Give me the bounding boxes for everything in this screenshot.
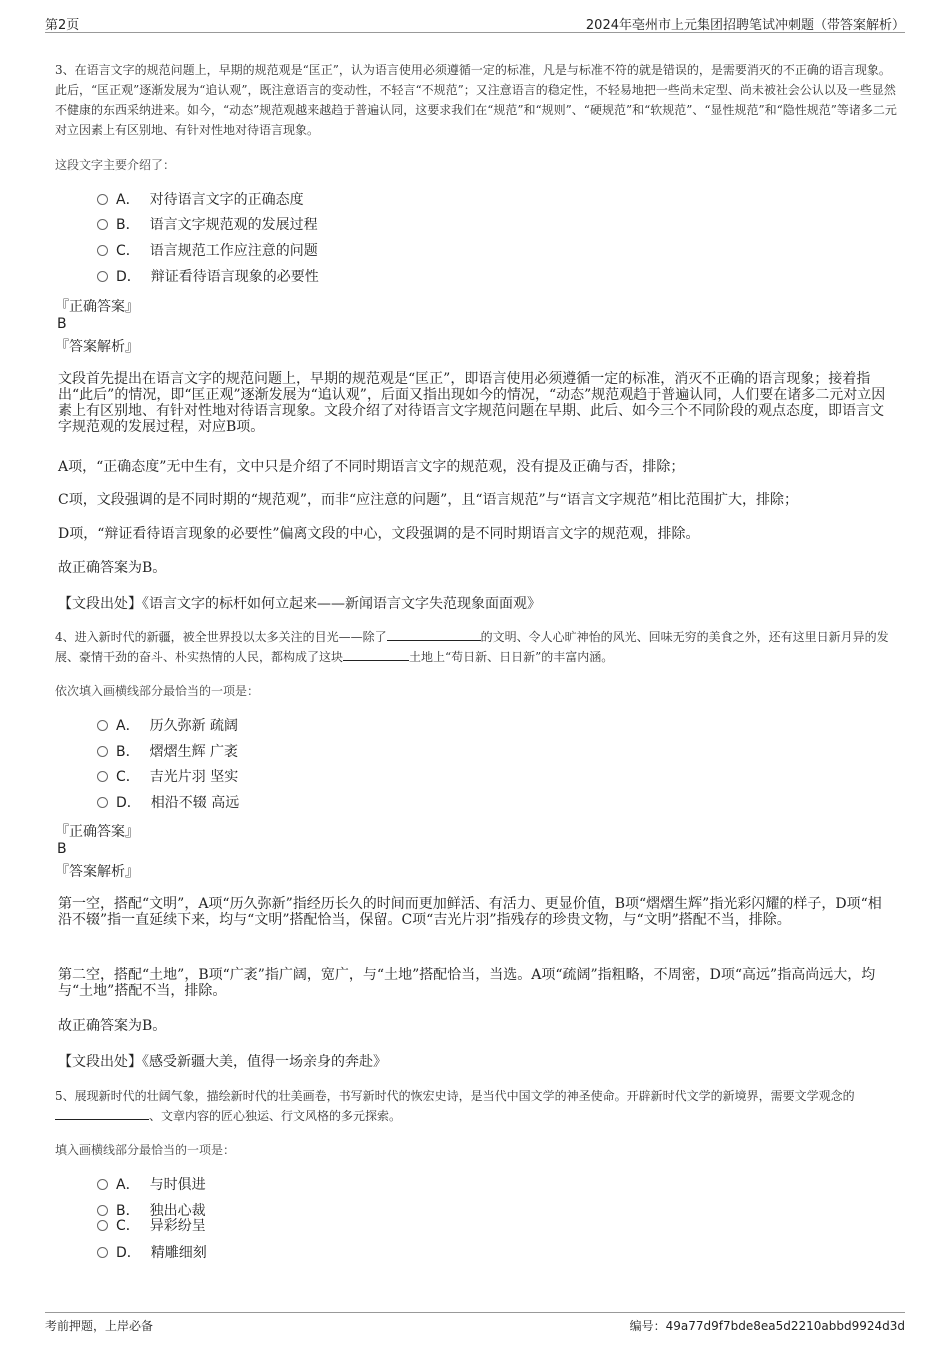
question-4-option-b[interactable]: B． 熠熠生辉 广袤 [97,742,238,762]
footer-slogan: 考前押题，上岸必备 [45,1319,154,1333]
question-4-answer: B [57,841,67,857]
radio-icon[interactable] [97,271,108,282]
page-number: 第2页 [45,18,80,33]
radio-icon[interactable] [97,1247,108,1258]
question-3-option-d[interactable]: D． 辩证看待语言现象的必要性 [97,267,319,287]
question-3-analysis-paragraph: C项，文段强调的是不同时期的“规范观”，而非“应注意的问题”，且“语言规范”与“语言文字规范”相比范围扩大，排除； [58,492,798,508]
radio-icon[interactable] [97,194,108,205]
radio-icon[interactable] [97,746,108,757]
question-5-prompt: 填入画横线部分最恰当的一项是： [55,1143,236,1157]
question-4-option-c[interactable]: C． 吉光片羽 坚实 [97,767,238,787]
question-5-option-a[interactable]: A． 与时俱进 [97,1175,206,1195]
question-5-text: 5、展现新时代的壮阔气象，描绘新时代的壮美画卷，书写新时代的恢宏史诗，是当代中国文学的神圣使命。开辟新时代文学的新境界，需要文学观念的、文章内容的匠心独运、行文风格的多元探索。 [55,1089,855,1123]
footer-document-id: 编号：49a77d9f7bde8ea5d2210abbd9924d3d [629,1319,905,1333]
radio-icon[interactable] [97,1220,108,1231]
question-4-analysis-label: 『答案解析』 [55,864,139,880]
page-footer [45,1312,905,1335]
answer-blank [343,648,409,661]
question-3-answer: B [57,316,67,332]
question-4-analysis-paragraph: 故正确答案为B。 [58,1018,167,1034]
question-4-option-d[interactable]: D． 相沿不辍 高远 [97,793,239,813]
page-header [45,12,905,33]
question-5-option-d[interactable]: D． 精雕细刻 [97,1243,207,1263]
document-title: 2024年亳州市上元集团招聘笔试冲刺题（带答案解析） [585,18,905,33]
question-3-answer-label: 『正确答案』 [55,299,139,315]
answer-blank [55,1107,149,1120]
question-3-analysis-paragraph: D项，“辩证看待语言现象的必要性”偏离文段的中心，文段强调的是不同时期语言文字的规范观，排除。 [58,526,700,542]
question-3-option-b[interactable]: B． 语言文字规范观的发展过程 [97,215,318,235]
question-3-prompt: 这段文字主要介绍了： [55,158,176,172]
radio-icon[interactable] [97,797,108,808]
question-3-option-a[interactable]: A． 对待语言文字的正确态度 [97,190,304,210]
question-4-prompt: 依次填入画横线部分最恰当的一项是： [55,684,260,698]
question-4-source: 【文段出处】《感受新疆大美，值得一场亲身的奔赴》 [58,1054,387,1070]
question-4-analysis-paragraph: 第一空，搭配“文明”，A项“历久弥新”指经历长久的时间而更加鲜活、有活力、更显价值，B项“熠熠生辉”指光彩闪耀的样子，D项“相沿不辍”指一直延续下来，均与“文明”搭配恰当，保留。C项“吉光片羽”指残存的珍贵文物，与“文明”搭配不当，排除。 [58,896,882,928]
question-3-analysis-paragraph: 文段首先提出在语言文字的规范问题上，早期的规范观是“匡正”，即语言使用必须遵循一定的标准，消灭不正确的语言现象；接着指出“此后”的情况，即“匡正观”逐渐发展为“追认观”，后面又指出现如今的情况，“动态”规范观趋于普遍认同，人们要在诸多二元对立因素上有区别地、有针对性地对待语言现象。文段介绍了对待语言文字规范问题在早期、此后、如今三个不同阶段的观点态度，即语言文字规范观的发展过程，对应B项。 [58,371,886,435]
question-5-option-c[interactable]: C． 异彩纷呈 [97,1216,206,1236]
question-3-analysis-paragraph: A项，“正确态度”无中生有，文中只是介绍了不同时期语言文字的规范观，没有提及正确与否，排除； [58,459,685,475]
question-5-option-b[interactable]: B． 独出心裁 [97,1201,206,1221]
answer-blank [387,628,481,641]
question-4-analysis-paragraph: 第二空，搭配“土地”，B项“广袤”指广阔，宽广，与“土地”搭配恰当，当选。A项“疏阔”指粗略，不周密，D项“高远”指高尚远大，均与“土地”搭配不当，排除。 [58,967,876,999]
question-3-analysis-label: 『答案解析』 [55,339,139,355]
question-4-option-a[interactable]: A． 历久弥新 疏阔 [97,716,238,736]
radio-icon[interactable] [97,771,108,782]
question-3-analysis-paragraph: 故正确答案为B。 [58,560,167,576]
radio-icon[interactable] [97,1179,108,1190]
question-4-answer-label: 『正确答案』 [55,824,139,840]
question-3-source: 【文段出处】《语言文字的标杆如何立起来——新闻语言文字失范现象面面观》 [58,596,541,612]
question-4-text: 4、进入新时代的新疆，被全世界投以太多关注的目光——除了 的文明、令人心旷神怡的风光、回味无穷的美食之外，还有这里日新月异的发展、豪情干劲的奋斗、朴实热情的人民，都构成了这块 土地上“苟日新、日日新”的丰富内涵。 [55,630,889,664]
radio-icon[interactable] [97,1205,108,1216]
radio-icon[interactable] [97,219,108,230]
question-3-text: 3、在语言文字的规范问题上，早期的规范观是“匡正”，认为语言使用必须遵循一定的标准，凡是与标准不符的就是错误的，是需要消灭的不正确的语言现象。此后，“匡正观”逐渐发展为“追认观”，既注意语言的变动性，不轻言“不规范”；又注意语言的稳定性，不轻易地把一些尚未定型、尚未被社会公认以及一些显然不健康的东西采纳进来。如今，“动态”规范观越来越趋于普遍认同，这要求我们在“规范”和“规则”、“硬规范”和“软规范”、“显性规范”和“隐性规范”等诸多二元对立因素上有区别地、有针对性地对待语言现象。 [55,63,897,137]
radio-icon[interactable] [97,245,108,256]
radio-icon[interactable] [97,720,108,731]
question-3-option-c[interactable]: C． 语言规范工作应注意的问题 [97,241,318,261]
